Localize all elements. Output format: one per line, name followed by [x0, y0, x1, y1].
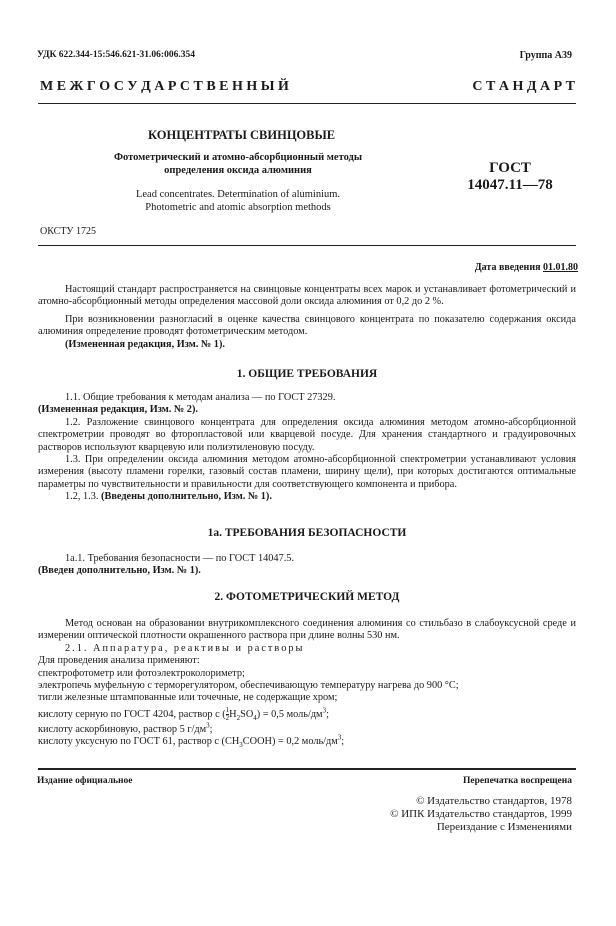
section-1a-body — [38, 553, 576, 578]
reagent-item-acetic-acid: кислоту уксусную по ГОСТ 61, раствор с $(CH_3COOH) = 0,2$ моль/$дм^3$; — [38, 733, 345, 750]
okstu-code: ОКСТУ 1725 — [40, 226, 97, 237]
section-1-title: 1. ОБЩИЕ ТРЕБОВАНИЯ — [236, 368, 378, 380]
reissue-note: Переиздание с Изменениями — [436, 821, 572, 833]
banner-word-1: М Е Ж Г О С У Д А Р С Т В Е Н Н Ы Й — [40, 79, 289, 94]
reagent-item: электропечь муфельную с терморегулятором, обеспечивающую температуру нагрева до 900 °С; — [38, 680, 459, 692]
header-rule — [38, 103, 576, 104]
banner-word-2: С Т А Н Д А Р Т — [472, 79, 575, 94]
document-title: КОНЦЕНТРАТЫ СВИНЦОВЫЕ — [148, 128, 336, 142]
section-2-title: 2. ФОТОМЕТРИЧЕСКИЙ МЕТОД — [214, 591, 400, 603]
footer-rule — [38, 768, 576, 770]
copyright-1: © Издательство стандартов, 1978 — [416, 795, 572, 807]
clause-1-3: 1.3. При определении оксида алюминия методом атомно-абсорбционной спектрометрии устанавливают условия измерения (высоту пламени горелки, газовый состав пламени, ширину щели), при которых достигаются оптимальные параметры по чувствительности и правильности для соответствующего компонента и прибора. — [38, 454, 576, 490]
clause-2-1: 2.1. Аппаратура, реактивы и растворы — [65, 642, 305, 654]
intro-paragraph-2: При возникновении разногласий в оценке качества свинцового концентрата по показателю содержания оксида алюминия определение проводят фотометрическим методом. — [38, 313, 576, 338]
udk-code: УДК 622.344-15:546.621-31.06:006.354 — [37, 50, 195, 60]
copyright-block — [390, 795, 572, 834]
section-2-body — [38, 618, 576, 749]
clause-1-2-1-3-note: 1.2, 1.3. (Введены дополнительно, Изм. № 1). — [65, 491, 272, 503]
clause-1a-1-note: (Введен дополнительно, Изм. № 1). — [38, 565, 201, 577]
clause-1-2: 1.2. Разложение свинцового концентрата для определения оксида алюминия методом атомно-абсорбционной спектрометрии проводят во фторопластовой или кварцевой посуде. Для хранения стандартного и градуировочных растворов используют кварцевую или полиэтиленовую посуду. — [38, 416, 576, 453]
clause-1-1-note: (Измененная редакция, Изм. № 2). — [38, 404, 198, 416]
clause-1a-1: 1а.1. Требования безопасности — по ГОСТ 14047.5. — [65, 553, 295, 564]
reagent-item-sulfuric-acid: кислоту серную по ГОСТ 4204, раствор с ( $\frac{1}{2}$ $H_2SO_4) = 0,5$ моль/$дм^3$; — [38, 705, 329, 722]
reagent-item: Для проведения анализа применяют: — [38, 655, 200, 667]
gost-number: ГОСТ 14047.11—78 — [467, 160, 553, 193]
section-2-intro: Метод основан на образовании внутрикомплексного соединения алюминия со стильбазо в слабоуксусной среде и измерении оптической плотности окрашенного раствора при длине волны 530 нм. — [38, 618, 576, 642]
english-title: Lead concentrates. Determination of aluminium. Photometric and atomic absorption methods — [135, 189, 341, 213]
title-rule — [38, 245, 576, 246]
interstate-standard-banner — [40, 79, 575, 95]
intro-note: (Измененная редакция, Изм. № 1). — [65, 338, 225, 350]
official-edition: Издание официальное — [37, 776, 133, 786]
reagent-item: спектрофотометр или фотоэлектроколориметр; — [38, 667, 245, 679]
copyright-2: © ИПК Издательство стандартов, 1999 — [390, 808, 572, 820]
reprint-prohibited: Перепечатка воспрещена — [462, 776, 572, 786]
section-1-body — [38, 392, 576, 504]
intro-text — [38, 284, 576, 351]
clause-1-1: 1.1. Общие требования к методам анализа — по ГОСТ 27329. — [65, 392, 336, 403]
intro-date: Дата введения 01.01.80 — [474, 262, 578, 273]
document-subtitle: Фотометрический и атомно-абсорбционный методы определения оксида алюминия — [113, 152, 363, 176]
reagent-item-ascorbic-acid: кислоту аскорбиновую, раствор 5 $г/дм^3$; — [38, 721, 213, 735]
group-code: Группа А39 — [519, 50, 572, 61]
intro-paragraph-1: Настоящий стандарт распространяется на свинцовые концентраты всех марок и устанавливает фотометрический и атомно-абсорбционный методы определения массовой доли оксида алюминия от 0,2 до 2 %. — [38, 284, 576, 308]
fraction-one-half: $\frac{1}{2}$ — [225, 705, 230, 722]
reagent-item: тигли железные штампованные или точечные, не содержащие хром; — [38, 692, 338, 704]
section-1a-title: 1а. ТРЕБОВАНИЯ БЕЗОПАСНОСТИ — [207, 527, 407, 539]
